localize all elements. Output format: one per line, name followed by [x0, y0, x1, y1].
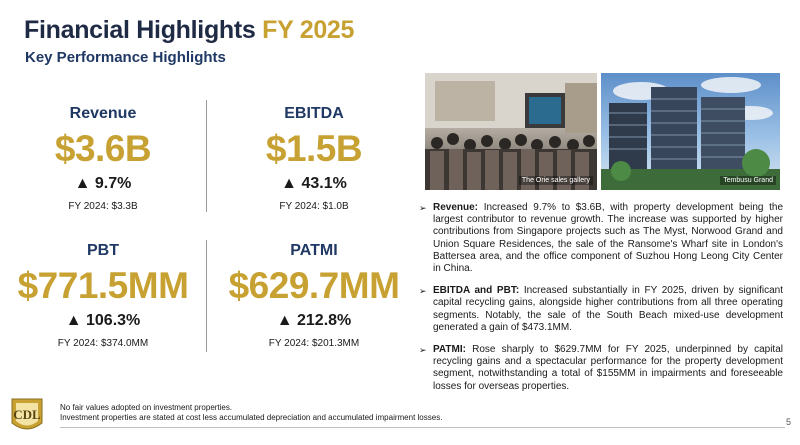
arrow-bullet-icon: ➢	[419, 203, 427, 213]
tembusu-grand-photo	[601, 73, 780, 190]
title-fy: FY 2025	[262, 16, 355, 44]
bullet-text: Increased substantially in FY 2025, driven by significant capital recycling gains, alongside higher contributions from all three operating segments. Notably, the sale of the South Beach mixed-use development generated a gain of $473.1MM.	[433, 285, 783, 333]
kpi-divider-bottom	[206, 240, 207, 352]
sales-gallery-photo	[425, 73, 597, 190]
footnote-line: No fair values adopted on investment properties.	[60, 403, 233, 412]
kpi-prev-year: FY 2024: $201.3MM	[268, 338, 360, 349]
kpi-prev-year: FY 2024: $3.3B	[68, 201, 138, 212]
kpi-value: $629.7MM	[228, 265, 400, 306]
photo-strip	[425, 73, 780, 190]
kpi-ebitda	[234, 105, 394, 212]
kpi-change: ▲ 212.8%	[276, 312, 352, 329]
bullet-ebitda-pbt	[418, 285, 783, 334]
kpi-patmi	[224, 242, 404, 349]
kpi-change: ▲ 106.3%	[65, 312, 141, 329]
commentary-list	[418, 202, 783, 403]
page-number: 5	[786, 417, 792, 427]
building-scene-image	[601, 73, 780, 190]
footnote-line: Investment properties are stated at cost less accumulated depreciation and accumulated impairment losses.	[60, 413, 443, 422]
kpi-change: ▲ 9.7%	[74, 175, 132, 192]
kpi-prev-year: FY 2024: $1.0B	[279, 201, 349, 212]
kpi-prev-year: FY 2024: $374.0MM	[57, 338, 149, 349]
bullet-lead: Revenue:	[433, 202, 479, 213]
bullet-lead: EBITDA and PBT:	[433, 285, 520, 297]
cdl-logo-icon	[8, 395, 46, 435]
footer-divider	[60, 427, 785, 428]
kpi-value: $1.5B	[265, 128, 363, 169]
bullet-text: Rose sharply to $629.7MM for FY 2025, underpinned by capital recycling gains and a spectacular performance for the property development segment, notwithstanding a total of $155MM in impairments and foreseeable losses for overseas properties.	[433, 344, 783, 392]
page-subtitle: Key Performance Highlights	[25, 49, 226, 66]
kpi-divider-top	[206, 100, 207, 212]
svg-text:CDL: CDL	[13, 407, 41, 422]
title-main: Financial Highlights	[24, 16, 256, 44]
kpi-label: Revenue	[69, 105, 137, 122]
footnotes	[60, 403, 442, 423]
bullet-lead: PATMI:	[433, 344, 466, 356]
page-title	[24, 16, 354, 45]
kpi-change: ▲ 43.1%	[281, 175, 347, 192]
kpi-revenue	[23, 105, 183, 212]
arrow-bullet-icon: ➢	[419, 345, 427, 356]
kpi-label: EBITDA	[284, 105, 344, 122]
arrow-bullet-icon: ➢	[419, 286, 427, 297]
bullet-text: Increased 9.7% to $3.6B, with property development being the largest contributor to revenue growth. The increase was supported by higher contributions from Singapore projects such as The Myst, Norwood Grand and Union Square Residences, the sale of the Ransome's Wharf site in London's Battersea area, and the office component of Suzhou Hong Leong City Center in China.	[433, 202, 783, 275]
kpi-pbt	[13, 242, 193, 349]
kpi-label: PBT	[87, 242, 119, 259]
kpi-value: $3.6B	[54, 128, 152, 169]
crowd-scene-image	[425, 73, 597, 190]
kpi-label: PATMI	[290, 242, 338, 259]
bullet-patmi	[418, 344, 783, 393]
kpi-value: $771.5MM	[17, 265, 189, 306]
photo-caption: Tembusu Grand	[720, 176, 776, 185]
bullet-revenue	[418, 202, 783, 275]
photo-caption: The Orie sales gallery	[519, 176, 593, 185]
